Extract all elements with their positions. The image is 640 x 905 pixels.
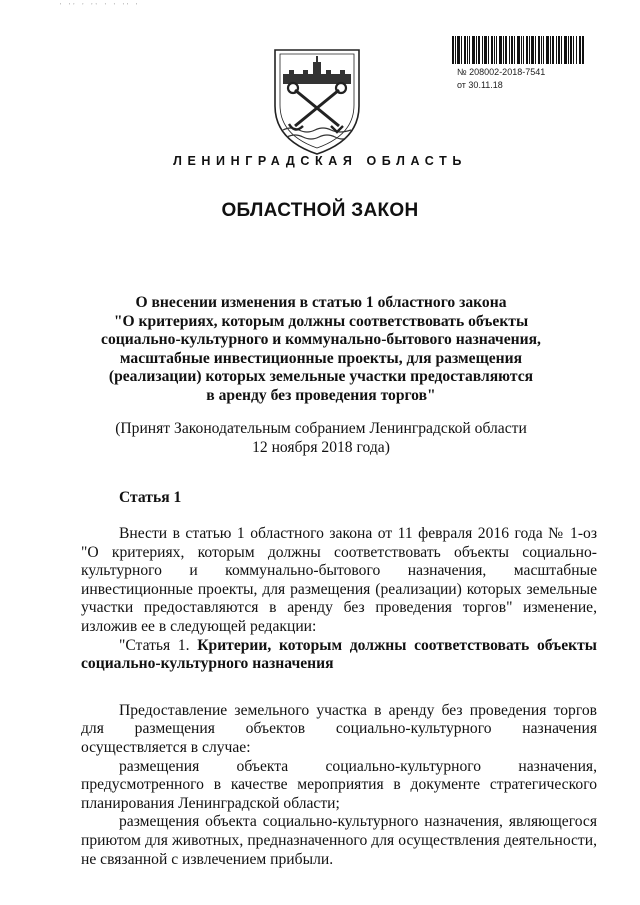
law-title-line: (реализации) которых земельные участки предоставляются [108, 368, 534, 386]
law-title-line: "О критериях, которым должны соответствовать объекты [113, 312, 529, 330]
quoted-article-prefix: "Статья 1. [119, 636, 190, 654]
paragraph-gap [81, 674, 597, 702]
law-title-line: социально-культурного и коммунально-бытового назначения, [101, 331, 541, 349]
region-name: ЛЕНИНГРАДСКАЯ ОБЛАСТЬ [173, 154, 467, 168]
adoption-note-line: 12 ноября 2018 года) [252, 438, 390, 456]
law-type-heading: ОБЛАСТНОЙ ЗАКОН [221, 200, 419, 221]
quoted-article-heading [81, 637, 597, 674]
amendment-paragraph: Внести в статью 1 областного закона от 11 февраля 2016 года № 1-оз "О критериях, которым должны соответствовать объекты социально-культурного и коммунально-бытового назначения, масштабные инвестиционные проекты, для размещения (реализации) которых земельные участки предоставляются в аренду без проведения торгов" изменение, изложив ее в следующей редакции: [81, 525, 597, 635]
coat-of-arms-emblem [271, 44, 363, 156]
law-title-line: масштабные инвестиционные проекты, для размещения [119, 349, 523, 367]
law-title-line: в аренду без проведения торгов" [206, 386, 436, 404]
body-paragraph: размещения объекта социально-культурного назначения, предусмотренного в качестве мероприятия в документе стратегического планирования Ленинградской области; [81, 757, 597, 812]
barcode [452, 36, 584, 64]
law-title-line: О внесении изменения в статью 1 областного закона [135, 294, 507, 311]
registration-number: № 208002-2018-7541 [457, 67, 546, 77]
body-paragraph: размещения объекта социально-культурного назначения, являющегося приютом для животных, предназначенного для осуществления деятельности, не связанной с извлечением прибыли. [81, 813, 597, 868]
adoption-note-line: (Принят Законодательным собранием Ленинградской области [115, 420, 527, 437]
registration-date: от 30.11.18 [457, 80, 503, 90]
adoption-note [86, 420, 556, 457]
quoted-article-title: Критерии, которым должны соответствовать объекты социально-культурного назначения [81, 636, 597, 673]
body-paragraph: Предоставление земельного участка в аренду без проведения торгов для размещения объектов социально-культурного назначения осуществляется в случае: [81, 701, 597, 756]
document-body [81, 525, 597, 869]
law-title [86, 294, 556, 406]
scan-artifact: ' '' ' '' ' ' '' ' [60, 2, 141, 10]
article-heading: Статья 1 [119, 489, 182, 506]
